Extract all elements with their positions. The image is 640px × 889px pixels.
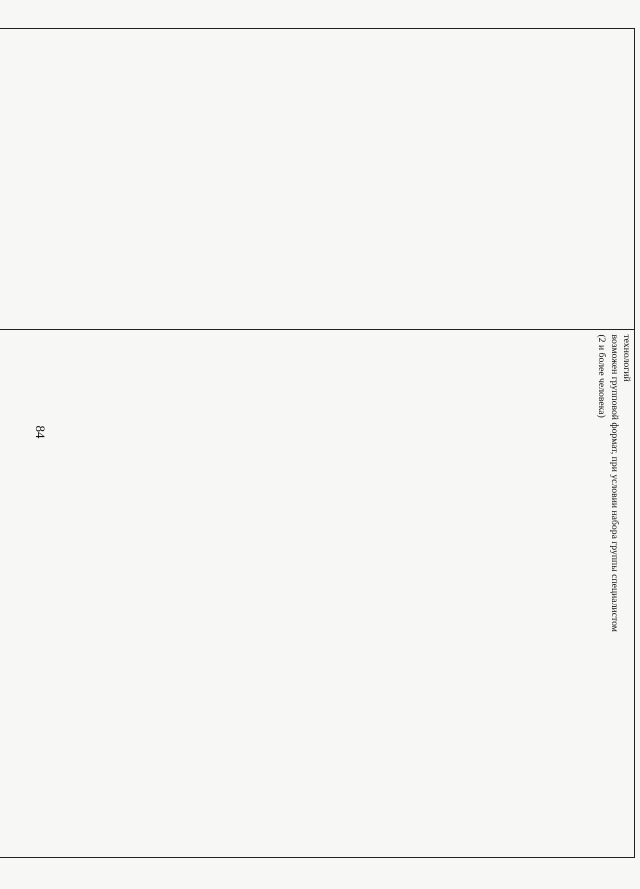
services-table — [65, 28, 635, 858]
form-item: возможен групповой формат, при условии набора группы специалистом — [608, 334, 620, 632]
form-item: (2 и более человека) — [596, 334, 608, 418]
table-row — [0, 29, 635, 858]
form-item: технологий — [621, 334, 632, 382]
service-form-cell — [0, 330, 635, 858]
service-name-cell — [0, 29, 635, 330]
